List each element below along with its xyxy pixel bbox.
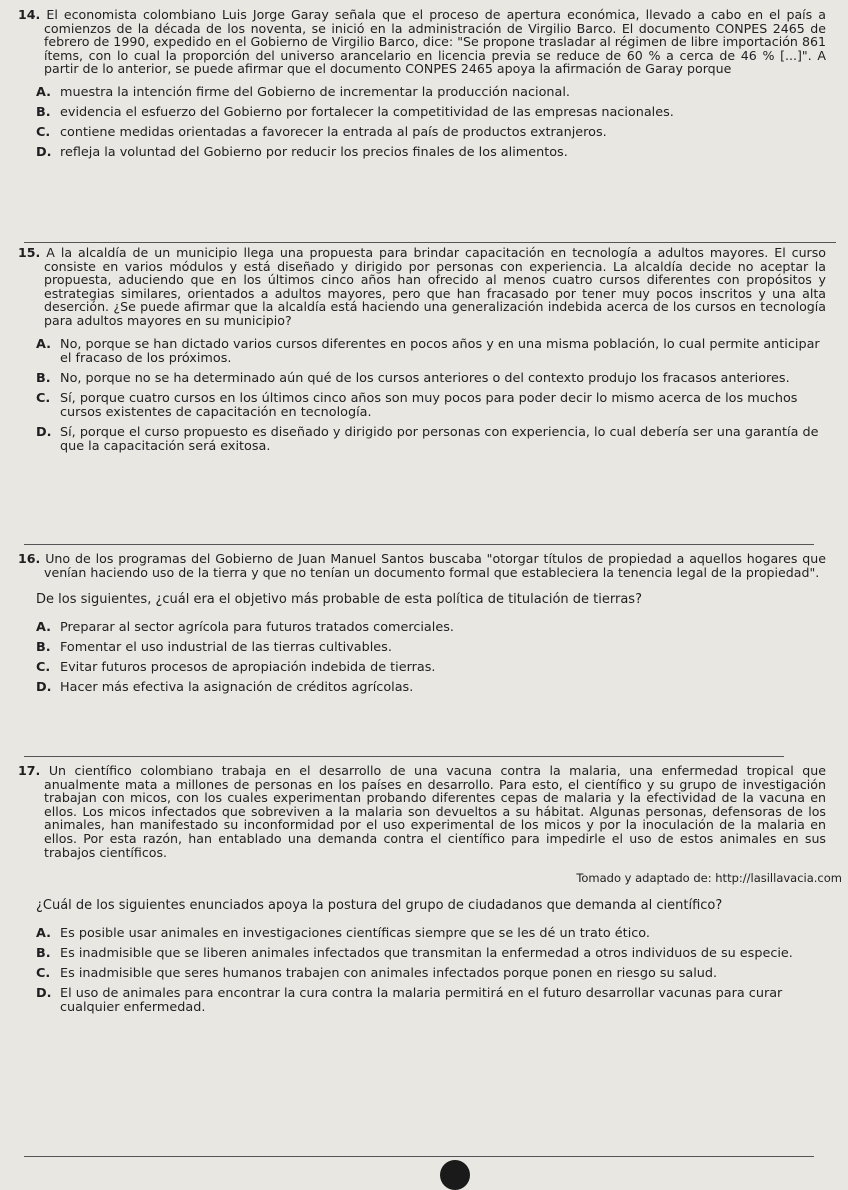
option-15-b[interactable]: B. No, porque no se ha determinado aún qué de los cursos anteriores o del contexto produjo los fracasos anteriores. xyxy=(36,370,790,386)
question-15-options xyxy=(0,338,848,454)
question-17-number: 17. xyxy=(18,763,41,778)
question-16 xyxy=(0,552,848,701)
question-17-text: Un científico colombiano trabaja en el desarrollo de una vacuna contra la malaria, una enfermedad tropical que anualmente mata a millones de personas en los países en desarrollo. Para esto, el científico y su grupo de investigación trabajan con micos, con los cuales experimentan probando diferentes cepas de malaria y la efectividad de la vacuna en ellos. Los micos infectados que sobreviven a la malaria son devueltos a su hábitat. Algunas personas, defensoras de los animales, han manifestado su inconformidad por el uso experimental de los micos y por la inoculación de la malaria en ellos. Por esta razón, han entablado una demanda contra el científico para impedirle el uso de estos animales en sus trabajos científicos. xyxy=(44,763,826,860)
option-16-d[interactable]: D. Hacer más efectiva la asignación de créditos agrícolas. xyxy=(36,680,414,696)
question-16-text: Uno de los programas del Gobierno de Juan Manuel Santos buscaba "otorgar títulos de propiedad a aquellos hogares que venían haciendo uso de la tierra y que no tenían un documento formal que estableciera la tenencia legal de la propiedad". xyxy=(44,551,826,580)
question-16-prompt: De los siguientes, ¿cuál era el objetivo más probable de esta política de titulación de tierras? xyxy=(36,592,642,608)
option-17-a[interactable]: A. Es posible usar animales en investigaciones científicas siempre que se les dé un trato ético. xyxy=(36,926,650,942)
source-citation: Tomado y adaptado de: http://lasillavacia.com xyxy=(576,871,842,886)
question-17-prompt: ¿Cuál de los siguientes enunciados apoya la postura del grupo de ciudadanos que demanda al científico? xyxy=(36,898,723,914)
question-14 xyxy=(0,8,848,166)
question-17 xyxy=(0,764,848,1021)
divider xyxy=(24,242,836,243)
option-15-c[interactable]: C. Sí, porque cuatro cursos en los últimos cinco años son muy pocos para poder decir lo mismo acerca de los muchos cursos existentes de capacitación en tecnología. xyxy=(36,390,798,420)
option-17-b[interactable]: B. Es inadmisible que se liberen animales infectados que transmitan la enfermedad a otros individuos de su especie. xyxy=(36,946,793,962)
option-16-a[interactable]: A. Preparar al sector agrícola para futuros tratados comerciales. xyxy=(36,620,454,636)
option-17-d[interactable]: D. El uso de animales para encontrar la cura contra la malaria permitirá en el futuro desarrollar vacunas para curar cualquier enfermedad. xyxy=(36,986,783,1016)
option-15-d[interactable]: D. Sí, porque el curso propuesto es diseñado y dirigido por personas con experiencia, lo cual debería ser una garantía de que la capacitación será exitosa. xyxy=(36,424,819,454)
page-marker-dot xyxy=(440,1160,470,1190)
question-14-text: El economista colombiano Luis Jorge Garay señala que el proceso de apertura económica, llevado a cabo en el país a comienzos de la década de los noventa, se inició en la administración de Virgilio Barco. El documento CONPES 2465 de febrero de 1990, expedido en el Gobierno de Virgilio Barco, dice: "Se propone trasladar al régimen de libre importación 861 ítems, con lo cual la proporción del universo arancelario en licencia previa se reduce de 60 % a cerca de 46 % [...]". A partir de lo anterior, se puede afirmar que el documento CONPES 2465 apoya la afirmación de Garay porque xyxy=(44,7,826,77)
question-17-stem xyxy=(0,764,848,859)
question-15-number: 15. xyxy=(18,245,41,260)
question-15-stem xyxy=(0,246,848,328)
option-16-c[interactable]: C. Evitar futuros procesos de apropiación indebida de tierras. xyxy=(36,660,436,676)
question-15-text: A la alcaldía de un municipio llega una propuesta para brindar capacitación en tecnología a adultos mayores. El curso consiste en varios módulos y está diseñado y dirigido por personas con experiencia. La alcaldía decide no aceptar la propuesta, aduciendo que en los últimos cinco años han ofrecido al menos cuatro cursos diferentes con propósitos y estrategias similares, orientados a adultos mayores, pero que han fracasado por tener muy pocos inscritos y una alta deserción. ¿Se puede afirmar que la alcaldía está haciendo una generalización indebida acerca de los cursos en tecnología para adultos mayores en su municipio? xyxy=(44,245,826,328)
divider xyxy=(24,544,814,545)
divider xyxy=(24,1156,814,1157)
option-14-c[interactable]: C. contiene medidas orientadas a favorecer la entrada al país de productos extranjeros. xyxy=(36,124,607,140)
question-14-stem xyxy=(0,8,848,76)
divider xyxy=(24,756,784,757)
option-17-c[interactable]: C. Es inadmisible que seres humanos trabajen con animales infectados porque ponen en riesgo su salud. xyxy=(36,966,718,982)
question-16-options xyxy=(0,621,848,695)
question-17-options xyxy=(0,927,848,1015)
option-14-b[interactable]: B. evidencia el esfuerzo del Gobierno por fortalecer la competitividad de las empresas nacionales. xyxy=(36,104,674,120)
option-14-a[interactable]: A. muestra la intención firme del Gobierno de incrementar la producción nacional. xyxy=(36,84,570,100)
question-15 xyxy=(0,246,848,460)
question-14-number: 14. xyxy=(18,7,41,22)
question-16-stem xyxy=(0,552,848,579)
question-16-number: 16. xyxy=(18,551,41,566)
question-14-options xyxy=(0,86,848,160)
option-16-b[interactable]: B. Fomentar el uso industrial de las tierras cultivables. xyxy=(36,640,392,656)
option-15-a[interactable]: A. No, porque se han dictado varios cursos diferentes en pocos años y en una misma población, lo cual permite anticipar el fracaso de los próximos. xyxy=(36,336,820,366)
option-14-d[interactable]: D. refleja la voluntad del Gobierno por reducir los precios finales de los alimentos. xyxy=(36,144,568,160)
